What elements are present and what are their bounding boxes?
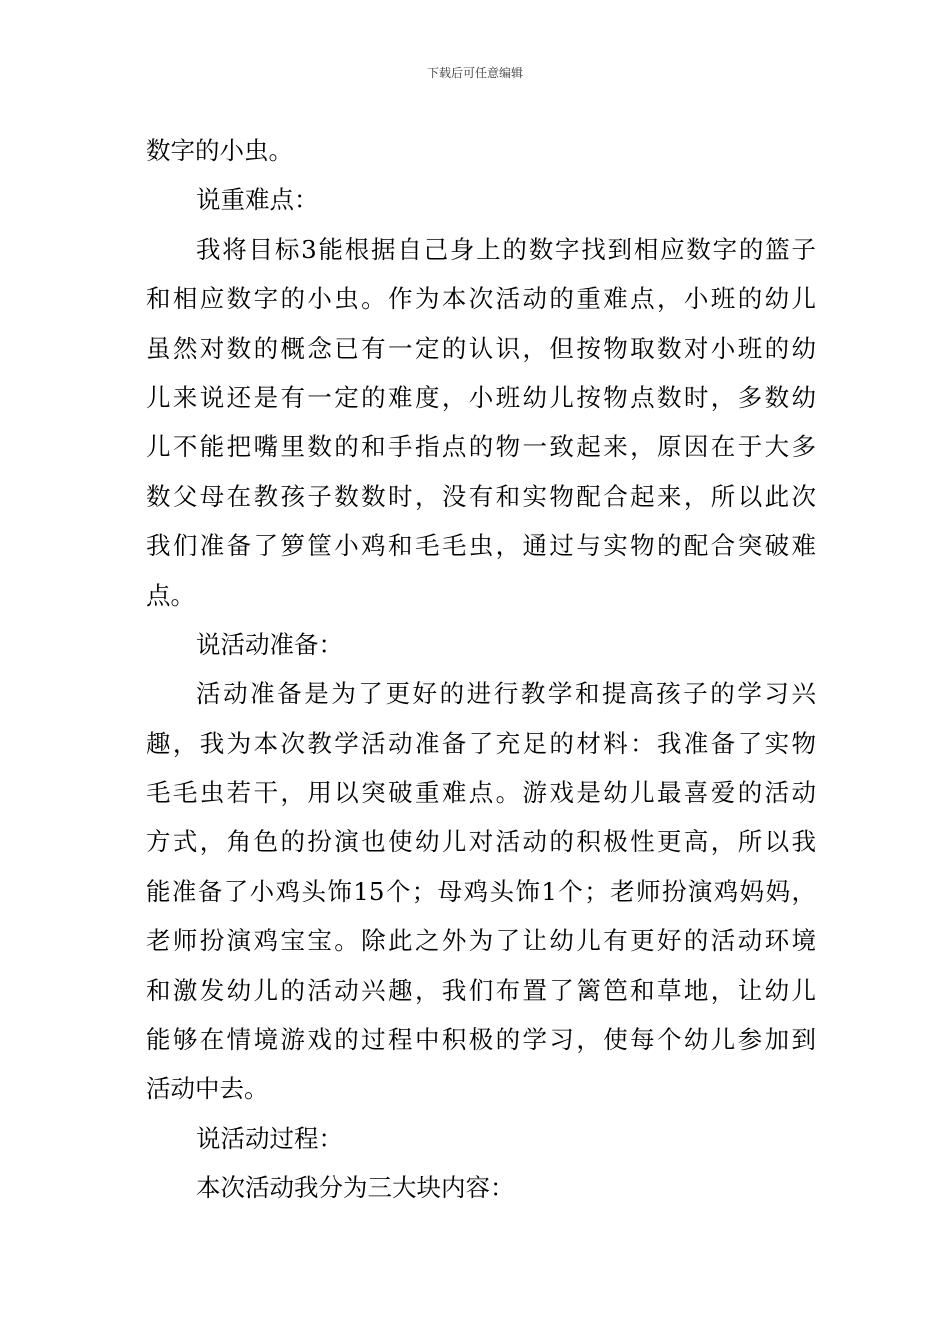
text-line: 老师扮演鸡宝宝。除此之外为了让幼儿有更好的活动环境 (146, 926, 816, 956)
text-line: 活动中去。 (146, 1074, 269, 1104)
text-line: 方式，角色的扮演也使幼儿对活动的积极性更高，所以我 (146, 827, 816, 857)
document-body (146, 126, 816, 1213)
text-line: 儿不能把嘴里数的和手指点的物一致起来，原因在于大多 (146, 432, 816, 462)
text-line: 本次活动我分为三大块内容： (196, 1173, 515, 1203)
text-line: 趣，我为本次教学活动准备了充足的材料：我准备了实物 (146, 728, 816, 758)
text-line: 说活动准备： (196, 629, 343, 659)
text-line: 和激发幼儿的活动兴趣，我们布置了篱笆和草地，让幼儿 (146, 975, 816, 1005)
text-line: 虽然对数的概念已有一定的认识，但按物取数对小班的幼 (146, 333, 816, 363)
text-line: 我将目标3能根据自己身上的数字找到相应数字的篮子 (196, 234, 816, 264)
text-line: 能够在情境游戏的过程中积极的学习，使每个幼儿参加到 (146, 1025, 816, 1055)
text-line: 儿来说还是有一定的难度，小班幼儿按物点数时，多数幼 (146, 382, 816, 412)
text-line: 说活动过程： (196, 1123, 343, 1153)
text-line: 数字的小虫。 (146, 136, 293, 165)
text-line: 活动准备是为了更好的进行教学和提高孩子的学习兴 (196, 679, 816, 709)
text-line: 点。 (146, 580, 195, 610)
text-line: 我们准备了箩筐小鸡和毛毛虫，通过与实物的配合突破难 (146, 531, 816, 561)
text-line: 能准备了小鸡头饰15个；母鸡头饰1个；老师扮演鸡妈妈， (146, 876, 816, 906)
page-header: 下载后可任意编辑 (426, 66, 523, 80)
text-line: 和相应数字的小虫。作为本次活动的重难点，小班的幼儿 (146, 284, 816, 314)
text-line: 毛毛虫若干，用以突破重难点。游戏是幼儿最喜爱的活动 (146, 778, 816, 808)
text-line: 数父母在教孩子数数时，没有和实物配合起来，所以此次 (146, 481, 816, 511)
text-line: 说重难点： (196, 185, 319, 215)
